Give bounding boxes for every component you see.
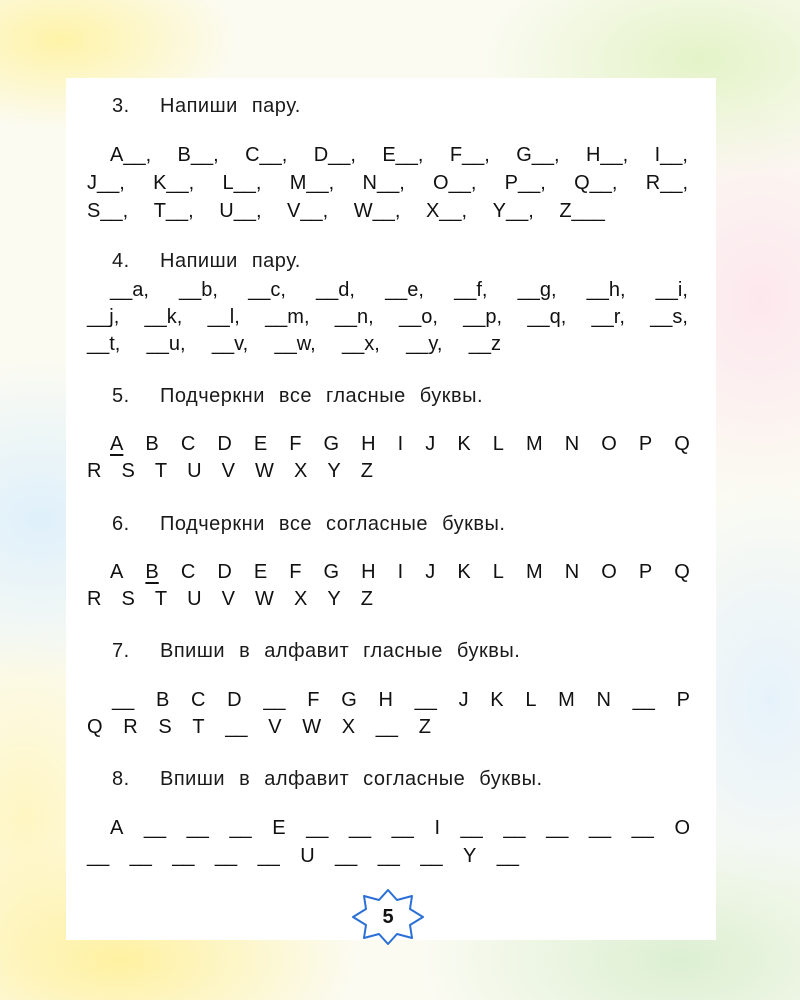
letter: J (425, 561, 436, 583)
letter-blank: __ (546, 817, 569, 839)
task-5-row-1 (110, 429, 690, 459)
task-number: 8. (112, 768, 130, 790)
letter: K (490, 689, 504, 711)
pair-item: V__, (287, 200, 329, 222)
letter: U (187, 460, 202, 482)
letter: B (145, 433, 159, 455)
pair-item: __q, (527, 306, 567, 328)
task-4-row-2 (87, 302, 688, 332)
letter: M (525, 433, 543, 455)
task-instruction: Подчеркни все согласные буквы. (160, 513, 506, 535)
letter-blank: __ (588, 817, 612, 839)
pair-item: H__, (585, 144, 629, 166)
pair-item: O__, (433, 172, 477, 194)
letter-blank: __ (377, 845, 400, 867)
task-instruction: Напиши пару. (160, 95, 301, 117)
task-8-row-1 (110, 813, 690, 843)
pair-item: E__, (382, 144, 424, 166)
letter-blank: __ (631, 817, 654, 839)
pair-item: __e, (385, 279, 424, 301)
task-7-title (112, 636, 520, 666)
letter: P (638, 561, 653, 583)
pair-item: __h, (586, 279, 626, 301)
task-number: 4. (112, 250, 130, 272)
letter: S (121, 460, 135, 482)
pair-item: __x, (341, 333, 380, 355)
pair-item: __a, (110, 279, 149, 301)
task-5-title (112, 381, 483, 411)
letter: H (361, 433, 376, 455)
letter: R (87, 460, 102, 482)
pair-item: __u, (146, 333, 186, 355)
letter: F (307, 689, 320, 711)
task-6-row-2 (87, 584, 373, 614)
letter-blank: __ (348, 817, 372, 839)
letter-blank: __ (496, 845, 519, 867)
task-3-row-2 (87, 168, 688, 198)
task-6-row-1 (110, 557, 690, 587)
task-3-row-1 (110, 140, 688, 170)
letter-underlined: A (110, 433, 124, 455)
letter: E (272, 817, 286, 839)
letter: M (558, 689, 575, 711)
pair-item: __o, (398, 306, 438, 328)
letter-blank: __ (257, 845, 280, 867)
letter: L (492, 561, 504, 583)
pair-item: Q__, (574, 172, 618, 194)
pair-item: __w, (274, 333, 316, 355)
letter: Z (360, 460, 373, 482)
pair-item: __r, (591, 306, 625, 328)
pair-item: __z (468, 333, 501, 355)
letter: H (378, 689, 393, 711)
pair-item: __n, (334, 306, 374, 328)
letter: D (217, 561, 232, 583)
letter: A (110, 561, 124, 583)
pair-item: C__, (245, 144, 288, 166)
letter: G (323, 433, 340, 455)
task-3-row-3 (87, 196, 605, 226)
letter: Z (360, 588, 373, 610)
letter: J (425, 433, 436, 455)
letter: G (341, 689, 357, 711)
letter-blank: __ (229, 817, 252, 839)
task-instruction: Впиши в алфавит гласные буквы. (160, 640, 521, 662)
letter: G (323, 561, 340, 583)
pair-item: __y, (406, 333, 443, 355)
page-number: 5 (382, 906, 394, 928)
letter: P (676, 689, 690, 711)
letter: X (341, 716, 356, 738)
task-3-title (112, 91, 301, 121)
letter: B (155, 689, 170, 711)
task-instruction: Подчеркни все гласные буквы. (160, 385, 484, 407)
pair-item: N__, (362, 172, 405, 194)
letter: I (397, 433, 404, 455)
pair-item: __k, (144, 306, 183, 328)
letter: A (110, 817, 124, 839)
letter: V (221, 588, 235, 610)
letter: L (492, 433, 504, 455)
letter-blank: __ (632, 689, 655, 711)
letter: O (674, 817, 690, 839)
task-8-row-2 (87, 841, 519, 871)
letter: F (289, 561, 302, 583)
letter: N (596, 689, 611, 711)
letter-blank: __ (172, 845, 195, 867)
letter: L (525, 689, 537, 711)
task-6-title (112, 509, 505, 539)
letter: Q (674, 433, 690, 455)
letter: C (191, 689, 206, 711)
pair-item: I__, (654, 144, 688, 166)
letter-blank: __ (460, 817, 483, 839)
letter: K (457, 433, 471, 455)
letter: D (217, 433, 232, 455)
letter-blank: __ (335, 845, 358, 867)
pair-item: __m, (265, 306, 310, 328)
letter: Z (418, 716, 431, 738)
task-4-row-3 (87, 329, 501, 359)
letter: X (293, 588, 308, 610)
task-number: 6. (112, 513, 130, 535)
pair-item: X__, (425, 200, 468, 222)
pair-item: __v, (211, 333, 249, 355)
letter-blank: __ (225, 716, 248, 738)
letter: E (253, 561, 268, 583)
letter: Q (674, 561, 690, 583)
task-7-row-2 (87, 712, 431, 742)
letter: P (638, 433, 653, 455)
letter: T (154, 460, 168, 482)
letter: W (255, 460, 274, 482)
task-number: 7. (112, 640, 130, 662)
pair-item: G__, (516, 144, 560, 166)
pair-item: __g, (517, 279, 557, 301)
letter-blank: __ (143, 817, 167, 839)
task-instruction: Впиши в алфавит согласные буквы. (160, 768, 543, 790)
task-number: 3. (112, 95, 130, 117)
letter: Y (327, 588, 341, 610)
letter: I (434, 817, 440, 839)
letter: R (123, 716, 138, 738)
pair-item: B__, (177, 144, 219, 166)
page-number-badge (350, 887, 426, 947)
letter-blank: __ (306, 817, 329, 839)
letter: J (458, 689, 469, 711)
pair-item: __s, (650, 306, 688, 328)
letter: M (525, 561, 543, 583)
letter: Y (462, 845, 477, 867)
letter-blank: __ (214, 845, 238, 867)
pair-item: K__, (153, 172, 195, 194)
letter: U (187, 588, 202, 610)
task-4-title (112, 246, 301, 276)
letter: R (87, 588, 102, 610)
pair-item: __b, (179, 279, 218, 301)
letter: Q (87, 716, 103, 738)
letter-blank: __ (375, 716, 399, 738)
letter: T (154, 588, 168, 610)
letter-blank: __ (186, 817, 209, 839)
letter: N (564, 561, 580, 583)
letter-blank: __ (129, 845, 152, 867)
pair-item: D__, (313, 144, 356, 166)
letter: T (192, 716, 205, 738)
task-7-row-1 (112, 685, 690, 715)
letter: C (180, 561, 196, 583)
task-5-row-2 (87, 456, 373, 486)
letter-blank: __ (112, 689, 135, 711)
pair-item: __t, (87, 333, 121, 355)
letter-blank: __ (420, 845, 443, 867)
pair-item: J__, (87, 172, 125, 194)
letter: N (564, 433, 580, 455)
letter: K (457, 561, 471, 583)
pair-item: U__, (219, 200, 262, 222)
pair-item: Y__, (492, 200, 534, 222)
letter-underlined: B (145, 561, 159, 583)
pair-item: __p, (463, 306, 503, 328)
task-instruction: Напиши пару. (160, 250, 301, 272)
letter: U (300, 845, 315, 867)
pair-item: P__, (504, 172, 546, 194)
letter: E (253, 433, 268, 455)
pair-item: __f, (454, 279, 488, 301)
pair-item: __l, (207, 306, 240, 328)
pair-item: F__, (449, 144, 490, 166)
task-number: 5. (112, 385, 130, 407)
pair-item: S__, (87, 200, 129, 222)
letter-blank: __ (503, 817, 526, 839)
letter: O (601, 433, 617, 455)
letter-blank: __ (414, 689, 437, 711)
pair-item: __i, (655, 279, 688, 301)
pair-item: W__, (353, 200, 401, 222)
letter: W (302, 716, 322, 738)
letter-blank: __ (263, 689, 286, 711)
letter: F (289, 433, 302, 455)
letter: I (397, 561, 404, 583)
task-4-row-1 (110, 275, 688, 305)
letter-blank: __ (391, 817, 414, 839)
pair-item: A__, (110, 144, 152, 166)
letter: V (268, 716, 282, 738)
letter: W (255, 588, 274, 610)
letter: S (121, 588, 135, 610)
letter-blank: __ (87, 845, 110, 867)
pair-item: T__, (153, 200, 194, 222)
letter: H (361, 561, 376, 583)
letter: O (601, 561, 617, 583)
pair-item: R__, (645, 172, 688, 194)
task-8-title (112, 764, 543, 794)
letter: V (221, 460, 235, 482)
pair-item: __c, (248, 279, 286, 301)
letter: D (227, 689, 242, 711)
letter: C (180, 433, 196, 455)
pair-item: __d, (316, 279, 355, 301)
letter: X (293, 460, 308, 482)
pair-item: L__, (222, 172, 262, 194)
pair-item: M__, (289, 172, 335, 194)
pair-item: __j, (87, 306, 120, 328)
letter: Y (327, 460, 341, 482)
letter: S (158, 716, 172, 738)
pair-item: Z___ (559, 200, 605, 222)
